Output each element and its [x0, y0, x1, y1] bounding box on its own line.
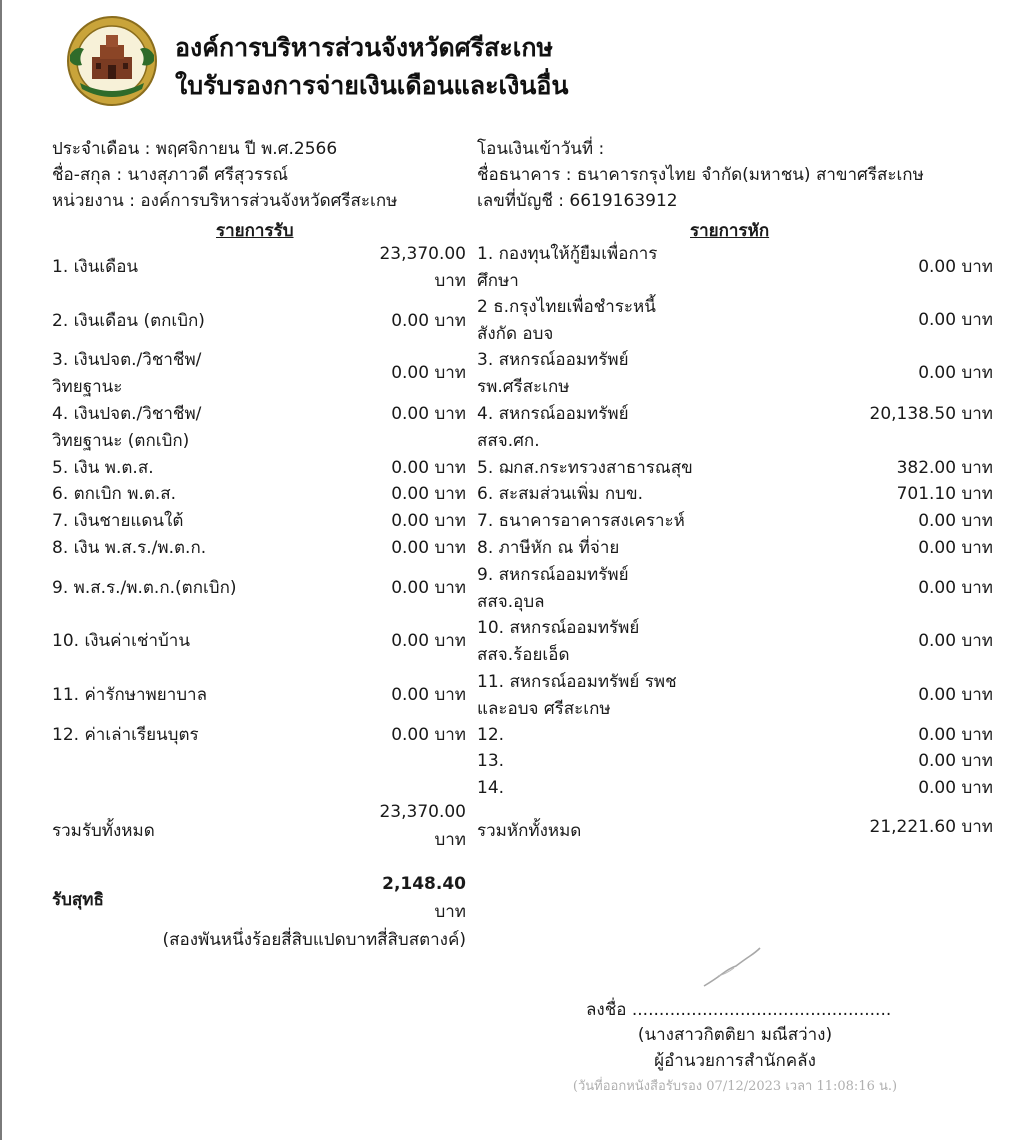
currency-unit: บาท: [434, 271, 466, 291]
income-item-amount: [330, 455, 466, 482]
currency-unit: บาท: [961, 257, 993, 277]
label-line: 10. สหกรณ์ออมทรัพย์: [477, 618, 640, 638]
info-transfer-date: [477, 138, 604, 160]
deduction-item-amount: [760, 307, 993, 334]
amount-value: 0.00: [391, 484, 430, 504]
income-section-header: รายการรับ: [216, 221, 294, 241]
deduction-item-amount: [760, 508, 993, 535]
currency-unit: บาท: [961, 631, 993, 651]
deduction-item-label: [477, 508, 737, 535]
deduction-item-label: [477, 748, 737, 775]
document-title: ใบรับรองการจ่ายเงินเดือนและเงินอื่น: [175, 71, 569, 100]
deduction-item-label: [477, 294, 737, 348]
signer-position: ผู้อำนวยการสำนักคลัง: [654, 1051, 816, 1071]
income-item-amount: [330, 481, 466, 508]
amount-value: 382.00: [896, 458, 957, 478]
deduction-item-label: [477, 669, 737, 723]
amount-value: 0.00: [391, 538, 430, 558]
deduction-item-amount: [760, 722, 993, 749]
label-line: 3. เงินปจต./วิชาชีพ/: [52, 350, 202, 370]
info-label: โอนเงินเข้าวันที่ :: [477, 139, 604, 159]
info-account: [477, 190, 678, 212]
currency-unit: บาท: [434, 311, 466, 331]
info-bank: [477, 164, 924, 186]
label-line: 12.: [477, 725, 505, 745]
label-line: 7. ธนาคารอาคารสงเคราะห์: [477, 511, 685, 531]
label-line: สังกัด อบจ: [477, 324, 554, 344]
organization-name: องค์การบริหารส่วนจังหวัดศรีสะเกษ: [175, 33, 553, 62]
signer-name: (นางสาวกิตติยา มณีสว่าง): [637, 1025, 833, 1045]
label-line: 1. กองทุนให้กู้ยืมเพื่อการ: [477, 244, 658, 264]
income-item-amount: [330, 575, 466, 602]
label-line: 11. สหกรณ์ออมทรัพย์ รพช: [477, 672, 677, 692]
amount-value: 0.00: [391, 458, 430, 478]
label-line: 4. เงินปจต./วิชาชีพ/: [52, 404, 202, 424]
info-agency: [52, 190, 397, 212]
info-label: ชื่อ-สกุล :: [52, 165, 128, 185]
signature-scribble-icon: [700, 944, 764, 990]
currency-unit: บาท: [434, 725, 466, 745]
amount-value: 0.00: [391, 511, 430, 531]
deduction-item-label: [477, 455, 737, 482]
deduction-item-label: [477, 562, 737, 616]
info-name: [52, 164, 288, 186]
amount-value: 0.00: [918, 538, 957, 558]
deduction-item-label: [477, 775, 737, 802]
amount-value: 0.00: [391, 363, 430, 383]
amount-value: 20,138.50: [869, 404, 957, 424]
net-pay-label: รับสุทธิ: [52, 890, 104, 910]
deduction-item-label: [477, 347, 737, 401]
label-line: รพ.ศรีสะเกษ: [477, 377, 570, 397]
info-label: หน่วยงาน :: [52, 191, 140, 211]
amount-value: 23,370.00: [379, 802, 466, 822]
deduction-item-label: [477, 481, 737, 508]
amount-value: 2,148.40: [382, 874, 466, 894]
signature-line: ลงชื่อ ................................................: [586, 1000, 892, 1020]
income-item-label: 11. ค่ารักษาพยาบาล: [52, 685, 208, 705]
info-value: พฤศจิกายน ปี พ.ศ.2566: [155, 139, 338, 159]
deduction-item-amount: [760, 481, 993, 508]
currency-unit: บาท: [961, 725, 993, 745]
income-item-label: 10. เงินค่าเช่าบ้าน: [52, 631, 190, 651]
label-line: 13.: [477, 751, 505, 771]
deduction-item-amount: [760, 535, 993, 562]
amount-value: 701.10: [896, 484, 957, 504]
currency-unit: บาท: [434, 538, 466, 558]
info-value: 6619163912: [569, 191, 678, 211]
total-deduction-label: รวมหักทั้งหมด: [477, 821, 582, 841]
amount-value: 0.00: [918, 578, 957, 598]
total-income-label: รวมรับทั้งหมด: [52, 821, 155, 841]
income-item-label: 5. เงิน พ.ต.ส.: [52, 458, 154, 478]
currency-unit: บาท: [434, 685, 466, 705]
income-item-label: 2. เงินเดือน (ตกเบิก): [52, 311, 205, 331]
amount-value: 0.00: [918, 310, 957, 330]
currency-unit: บาท: [434, 484, 466, 504]
currency-unit: บาท: [961, 778, 993, 798]
income-item-amount: [330, 722, 466, 749]
deduction-item-amount: [760, 254, 993, 281]
amount-value: 0.00: [918, 631, 957, 651]
income-item-label: 6. ตกเบิก พ.ต.ส.: [52, 484, 177, 504]
label-line: 2 ธ.กรุงไทยเพื่อชำระหนี้: [477, 297, 656, 317]
currency-unit: บาท: [961, 817, 993, 837]
info-label: ประจำเดือน :: [52, 139, 156, 159]
info-value: ธนาคารกรุงไทย จำกัด(มหาชน) สาขาศรีสะเกษ: [576, 165, 924, 185]
currency-unit: บาท: [961, 484, 993, 504]
income-item-amount: [330, 535, 466, 562]
label-line: วิทยฐานะ: [52, 377, 123, 397]
deduction-item-label: [477, 535, 737, 562]
deduction-section-header: รายการหัก: [690, 221, 770, 241]
amount-value: 0.00: [918, 725, 957, 745]
amount-value: 0.00: [918, 363, 957, 383]
deduction-item-label: [477, 401, 737, 455]
amount-value: 0.00: [391, 578, 430, 598]
income-item-label: 7. เงินชายแดนใต้: [52, 511, 184, 531]
info-value: องค์การบริหารส่วนจังหวัดศรีสะเกษ: [140, 191, 398, 211]
income-item-label: 8. เงิน พ.ส.ร./พ.ต.ก.: [52, 538, 207, 558]
income-item-amount: [330, 401, 466, 428]
currency-unit: บาท: [434, 631, 466, 651]
amount-value: 23,370.00: [379, 244, 466, 264]
label-line: และอบจ ศรีสะเกษ: [477, 699, 611, 719]
label-line: สสจ.ศก.: [477, 431, 540, 451]
currency-unit: บาท: [961, 458, 993, 478]
deduction-item-label: [477, 722, 737, 749]
label-line: 14.: [477, 778, 505, 798]
currency-unit: บาท: [434, 511, 466, 531]
income-item-amount: [330, 360, 466, 387]
currency-unit: บาท: [434, 404, 466, 424]
amount-value: 0.00: [918, 685, 957, 705]
amount-value: 0.00: [918, 778, 957, 798]
label-line: วิทยฐานะ (ตกเบิก): [52, 431, 190, 451]
label-line: 8. ภาษีหัก ณ ที่จ่าย: [477, 538, 620, 558]
amount-value: 0.00: [918, 257, 957, 277]
currency-unit: บาท: [961, 310, 993, 330]
deduction-item-amount: [760, 360, 993, 387]
net-pay-amount: [330, 870, 466, 926]
deduction-item-amount: [760, 628, 993, 655]
total-income-amount: [330, 798, 466, 854]
currency-unit: บาท: [961, 404, 993, 424]
label-line: สสจ.ร้อยเอ็ด: [477, 645, 570, 665]
income-item-label: 12. ค่าเล่าเรียนบุตร: [52, 725, 199, 745]
income-item-amount: [330, 682, 466, 709]
income-item-amount: [330, 628, 466, 655]
info-label: ชื่อธนาคาร :: [477, 165, 577, 185]
currency-unit: บาท: [434, 902, 466, 922]
label-line: ศึกษา: [477, 271, 519, 291]
deduction-item-amount: [760, 575, 993, 602]
currency-unit: บาท: [434, 363, 466, 383]
amount-value: 0.00: [391, 685, 430, 705]
info-label: เลขที่บัญชี :: [477, 191, 569, 211]
income-item-label: 9. พ.ส.ร./พ.ต.ก.(ตกเบิก): [52, 578, 237, 598]
label-line: 6. สะสมส่วนเพิ่ม กบข.: [477, 484, 643, 504]
currency-unit: บาท: [434, 830, 466, 850]
deduction-item-amount: [760, 682, 993, 709]
net-pay-in-words: (สองพันหนึ่งร้อยสี่สิบแปดบาทสี่สิบสตางค์): [162, 930, 466, 950]
amount-value: 0.00: [391, 311, 430, 331]
currency-unit: บาท: [961, 363, 993, 383]
label-line: 3. สหกรณ์ออมทรัพย์: [477, 350, 629, 370]
issued-timestamp: (วันที่ออกหนังสือรับรอง 07/12/2023 เวลา 11:08:16 น.): [572, 1079, 898, 1094]
amount-value: 0.00: [391, 631, 430, 651]
amount-value: 0.00: [918, 511, 957, 531]
currency-unit: บาท: [434, 578, 466, 598]
label-line: 9. สหกรณ์ออมทรัพย์: [477, 565, 629, 585]
amount-value: 21,221.60: [869, 817, 957, 837]
currency-unit: บาท: [961, 685, 993, 705]
deduction-item-amount: [760, 401, 993, 428]
deduction-item-amount: [760, 775, 993, 802]
deduction-item-label: [477, 615, 737, 669]
currency-unit: บาท: [434, 458, 466, 478]
currency-unit: บาท: [961, 511, 993, 531]
info-value: นางสุภาวดี ศรีสุวรรณ์: [127, 165, 288, 185]
amount-value: 0.00: [918, 751, 957, 771]
currency-unit: บาท: [961, 751, 993, 771]
label-line: สสจ.อุบล: [477, 592, 545, 612]
provincial-seal-icon: [66, 15, 158, 107]
income-item-amount: [330, 241, 466, 295]
currency-unit: บาท: [961, 538, 993, 558]
deduction-item-amount: [760, 748, 993, 775]
deduction-item-label: [477, 241, 737, 295]
income-item-amount: [330, 308, 466, 335]
currency-unit: บาท: [961, 578, 993, 598]
income-item-amount: [330, 508, 466, 535]
amount-value: 0.00: [391, 725, 430, 745]
label-line: 5. ฌกส.กระทรวงสาธารณสุข: [477, 458, 693, 478]
info-month: [52, 138, 337, 160]
deduction-item-amount: [760, 455, 993, 482]
label-line: 4. สหกรณ์ออมทรัพย์: [477, 404, 629, 424]
amount-value: 0.00: [391, 404, 430, 424]
total-deduction-amount: [760, 814, 993, 841]
income-item-label: 1. เงินเดือน: [52, 257, 139, 277]
